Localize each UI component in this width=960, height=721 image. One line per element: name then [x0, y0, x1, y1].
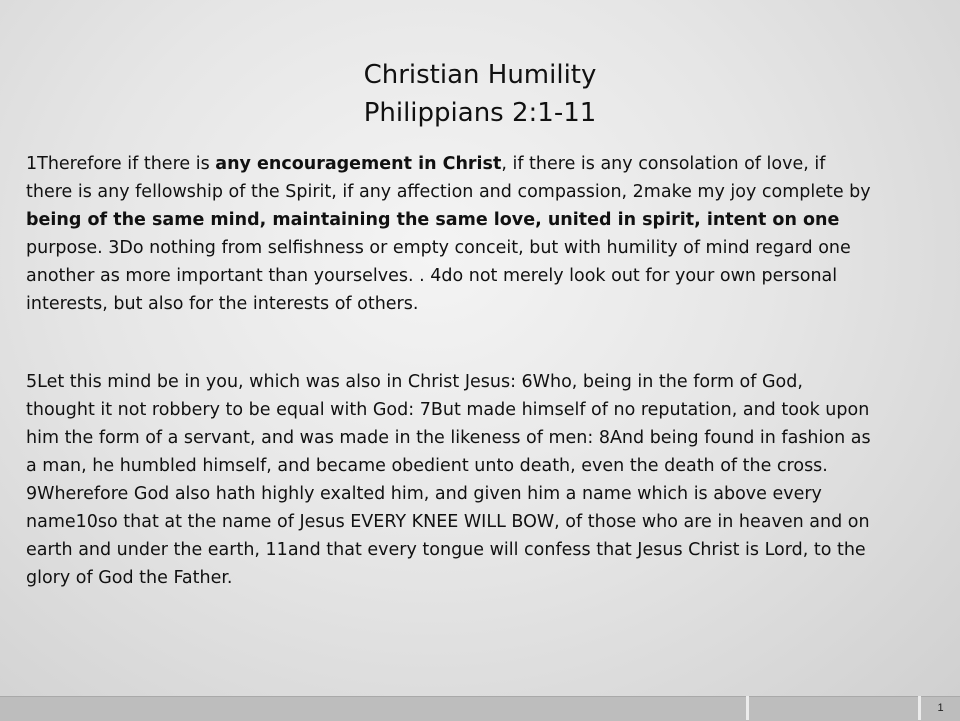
- slide-number: 1: [937, 702, 944, 714]
- paragraph-2: 5Let this mind be in you, which was also in Christ Jesus: 6Who, being in the form of God, thought it not robbery to be equal with God: 7But made himself of no reputation, and took upon him the form of a servant, and was made in the likeness of men: 8And being found in fashion as a man, he humbled himself, and became obedient unto death, even the death of the cross. 9Wherefore God also hath highly exalted him, and given him a name which is above every name10so that at the name of Jesus EVERY KNEE WILL BOW, of those who are in heaven and on earth and under the earth, 11and that every tongue will confess that Jesus Christ is Lord, to the glory of God the Father.: [26, 372, 871, 588]
- paragraph-1: [26, 150, 874, 318]
- footer-divider: [746, 696, 749, 720]
- footer-bar: [0, 696, 960, 721]
- para1-seg-3: being of the same mind, maintaining the same love, united in spirit, intent on one: [26, 210, 840, 230]
- title-line-2: Philippians 2:1-11: [363, 98, 597, 128]
- para1-seg-4: purpose. 3Do nothing from selfishness or empty conceit, but with humility of mind regard one another as more important than yourselves. . 4do not merely look out for your own personal interests, but also for the interests of others.: [26, 238, 851, 314]
- title-line-1: Christian Humility: [363, 60, 597, 90]
- slide-title: [0, 56, 960, 132]
- para1-seg-1: any encouragement in Christ: [215, 154, 502, 174]
- para1-seg-2: , if there is any consolation of love, if there is any fellowship of the Spirit, if any affection and compassion, 2make my joy complete by: [26, 154, 871, 202]
- para1-seg-0: 1Therefore if there is: [26, 154, 216, 174]
